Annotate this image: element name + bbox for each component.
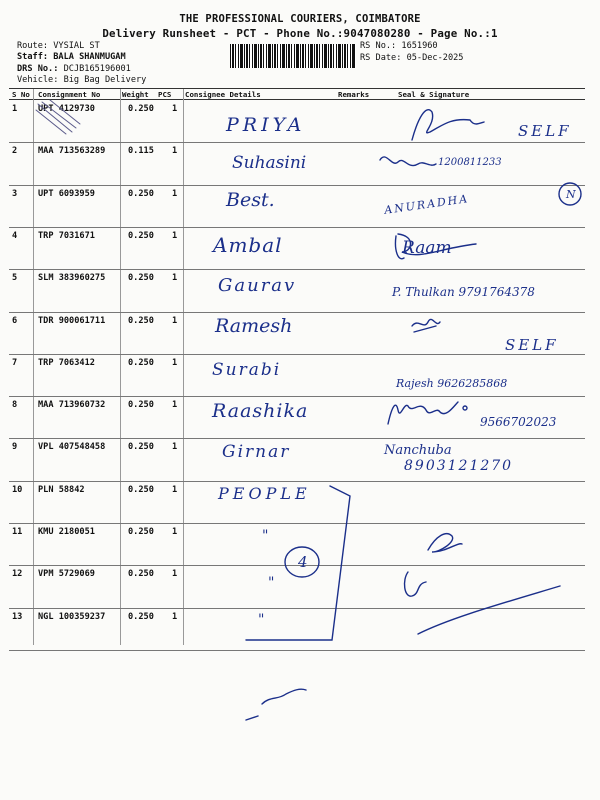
table-cell-pcs: 1 — [172, 230, 178, 241]
row-divider — [9, 396, 585, 397]
row-divider — [9, 354, 585, 355]
table-header-border — [9, 99, 585, 100]
col-weight-header: Weight — [122, 90, 149, 99]
table-cell-consignment: UPT 4129730 — [38, 104, 95, 114]
table-cell-weight: 0.250 — [128, 484, 154, 495]
table-cell-weight: 0.250 — [128, 315, 154, 326]
handwritten-self-mark: SELF — [518, 122, 572, 140]
signature-stroke — [405, 572, 426, 596]
table-cell-sno: 13 — [12, 611, 23, 622]
table-cell-pcs: 1 — [172, 527, 178, 537]
barcode — [230, 44, 356, 68]
table-cell-sno: 11 — [12, 527, 23, 537]
table-cell-sno: 8 — [12, 400, 18, 411]
table-cell-consignment: VPM 5729069 — [38, 569, 95, 580]
handwritten-signature-name: ANURADHA — [383, 192, 470, 217]
handwritten-signature-text: P. Thulkan 9791764378 — [392, 285, 535, 299]
handwritten-signature-name: Nanchuba — [384, 443, 452, 458]
signature-stroke — [428, 534, 462, 552]
handwritten-ditto: " — [262, 528, 269, 544]
table-cell-sno: 2 — [12, 146, 18, 157]
table-top-border — [9, 88, 585, 89]
table-cell-sno: 9 — [12, 442, 18, 453]
table-cell-sno: 7 — [12, 357, 18, 368]
col-consignee-header: Consignee Details — [185, 90, 261, 99]
col-sno-header: S No — [12, 90, 30, 99]
handwritten-phone: 9566702023 — [480, 415, 557, 429]
table-cell-consignment: VPL 407548458 — [38, 442, 106, 453]
table-cell-pcs: 1 — [172, 611, 178, 622]
table-cell-consignment: TRP 7031671 — [38, 230, 95, 241]
handwritten-self-mark: SELF — [505, 336, 559, 354]
table-cell-pcs: 1 — [172, 357, 178, 368]
table-cell-sno: 10 — [12, 484, 23, 495]
row-divider — [9, 438, 585, 439]
row-divider — [9, 227, 585, 228]
table-cell-weight: 0.250 — [128, 188, 154, 199]
row-divider — [9, 523, 585, 524]
table-cell-consignment: PLN 58842 — [38, 484, 85, 495]
handwritten-name: Girnar — [222, 442, 291, 462]
table-cell-consignment: SLM 383960275 — [38, 273, 106, 284]
table-cell-consignment: MAA 713960732 — [38, 400, 106, 411]
handwritten-name: Gaurav — [218, 275, 297, 296]
column-divider — [33, 89, 34, 645]
staff-text: Staff: BALA SHANMUGAM — [17, 52, 126, 62]
table-cell-sno: 5 — [12, 273, 18, 284]
table-cell-weight: 0.250 — [128, 527, 154, 537]
table-cell-pcs: 1 — [172, 442, 178, 453]
table-cell-sno: 1 — [12, 104, 18, 114]
drs-number: DRS No.: DCJB165196001 — [17, 64, 131, 74]
handwritten-circled-count: 4 — [298, 553, 308, 571]
table-cell-sno: 6 — [12, 315, 18, 326]
signature-dot — [463, 406, 467, 410]
table-cell-consignment: MAA 713563289 — [38, 146, 106, 157]
table-cell-weight: 0.250 — [128, 273, 154, 284]
col-pcs-header: PCS — [158, 90, 172, 99]
row-divider — [9, 142, 585, 143]
handwritten-name: Best. — [226, 189, 275, 211]
row-divider — [9, 608, 585, 609]
table-cell-pcs: 1 — [172, 484, 178, 495]
table-cell-pcs: 1 — [172, 146, 178, 157]
table-cell-sno: 3 — [12, 188, 18, 199]
rs-number: RS No.: 1651960 — [360, 41, 438, 51]
handwritten-signature-text: Rajesh 9626285868 — [396, 377, 508, 390]
rs-date: RS Date: 05-Dec-2025 — [360, 53, 464, 63]
table-cell-pcs: 1 — [172, 104, 178, 114]
signature-stroke — [412, 319, 440, 332]
table-cell-pcs: 1 — [172, 315, 178, 326]
handwritten-circled-letter: N — [566, 188, 576, 201]
row-divider — [9, 269, 585, 270]
table-cell-pcs: 1 — [172, 273, 178, 284]
row-divider — [9, 565, 585, 566]
handwritten-name: PRIYA — [226, 114, 306, 136]
runsheet-subtitle: Delivery Runsheet - PCT - Phone No.:9047080280 - Page No.:1 — [102, 27, 498, 40]
table-cell-weight: 0.250 — [128, 442, 154, 453]
signature-stroke — [412, 110, 484, 140]
table-cell-weight: 0.250 — [128, 104, 154, 114]
signature-stroke — [418, 586, 560, 634]
handwritten-name: Ambal — [213, 233, 283, 257]
vehicle-text: Vehicle: Big Bag Delivery — [17, 75, 147, 85]
table-cell-consignment: TDR 900061711 — [38, 315, 106, 326]
handwritten-phone: 1200811233 — [438, 157, 502, 168]
table-cell-weight: 0.250 — [128, 357, 154, 368]
handwritten-ditto: " — [258, 612, 265, 628]
handwritten-name: PEOPLE — [218, 484, 311, 503]
handwritten-phone: 8903121270 — [404, 458, 514, 474]
table-cell-pcs: 1 — [172, 569, 178, 580]
table-cell-pcs: 1 — [172, 188, 178, 199]
table-cell-weight: 0.250 — [128, 611, 154, 622]
signature-stroke — [388, 402, 458, 424]
table-cell-weight: 0.115 — [128, 146, 154, 157]
company-title: THE PROFESSIONAL COURIERS, COIMBATORE — [179, 13, 421, 25]
table-cell-consignment: NGL 100359237 — [38, 611, 106, 622]
column-divider — [120, 89, 121, 645]
row-divider — [9, 481, 585, 482]
table-cell-weight: 0.250 — [128, 400, 154, 411]
handwritten-name: Raashika — [212, 400, 309, 422]
table-cell-consignment: TRP 7063412 — [38, 357, 95, 368]
stray-mark — [246, 689, 306, 720]
signature-stroke — [380, 157, 436, 166]
col-consignment-header: Consignment No — [38, 90, 101, 99]
handwritten-signature-name: Raam — [402, 238, 452, 258]
table-cell-sno: 12 — [12, 569, 23, 580]
handwritten-name: Ramesh — [215, 315, 293, 337]
row-divider — [9, 650, 585, 651]
handwritten-name: Suhasini — [232, 153, 307, 173]
col-seal-header: Seal & Signature — [398, 90, 470, 99]
table-cell-weight: 0.250 — [128, 569, 154, 580]
handwritten-name: Surabi — [212, 360, 282, 380]
col-remarks-header: Remarks — [338, 90, 370, 99]
table-cell-weight: 0.250 — [128, 230, 154, 241]
table-cell-consignment: UPT 6093959 — [38, 188, 95, 199]
table-cell-pcs: 1 — [172, 400, 178, 411]
handwritten-ditto: " — [268, 575, 275, 591]
column-divider — [183, 89, 184, 645]
row-divider — [9, 312, 585, 313]
route-text: Route: VYSIAL ST — [17, 41, 100, 51]
row-divider — [9, 185, 585, 186]
table-cell-consignment: KMU 2180051 — [38, 527, 95, 537]
table-cell-sno: 4 — [12, 230, 18, 241]
